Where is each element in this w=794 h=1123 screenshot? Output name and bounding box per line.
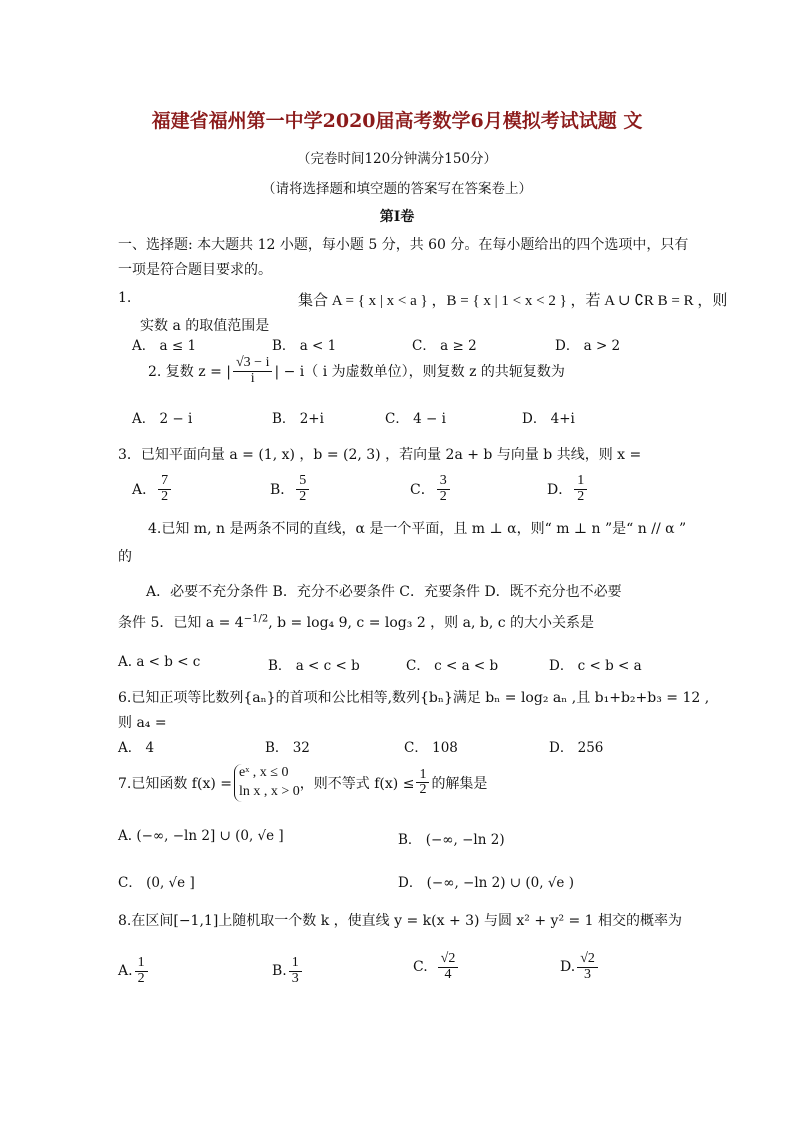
stem-mid: ，则不等式 f(x) ≤ — [299, 775, 415, 792]
fraction — [233, 356, 272, 386]
q5-option-d: D． c < b < a — [549, 658, 642, 674]
question-stem-pre: 2. 复数 z = | — [148, 364, 231, 381]
q3-option-a — [132, 474, 173, 504]
question-number: 1. — [118, 290, 132, 306]
q7-option-c: C． (0, √e ] — [118, 875, 195, 891]
option-label: D. — [560, 959, 576, 976]
numerator: 5 — [296, 474, 309, 490]
q2-option-d: D． 4+i — [522, 411, 575, 427]
fraction — [437, 474, 450, 504]
question-4-stem-cont: 的 — [118, 549, 132, 565]
question-7-stem — [118, 764, 487, 802]
denominator: i — [250, 370, 255, 386]
stem-post: 的解集是 — [431, 775, 488, 792]
fraction — [577, 952, 598, 982]
numerator: 7 — [158, 474, 171, 490]
option-label: A． — [132, 482, 157, 499]
section-heading: 第Ⅰ卷 — [379, 209, 415, 225]
question-stem-cont: 实数 a 的取值范围是 — [140, 318, 270, 334]
intro-line-2: 一项是符合题目要求的。 — [118, 262, 272, 278]
q5-option-a: A. a < b < c — [118, 654, 201, 670]
option-label: A. — [118, 963, 133, 980]
q2-option-b: B． 2+i — [272, 411, 324, 427]
fraction — [158, 474, 171, 504]
stem-rest: , b = log₄ 9, c = log₃ 2 ，则 a, b, c 的大小关系是 — [268, 615, 595, 631]
q5-option-c: C． c < a < b — [406, 658, 499, 674]
question-2 — [148, 356, 565, 386]
question-6-stem: 6.已知正项等比数列{aₙ}的首项和公比相等,数列{bₙ}满足 bₙ = log₂ aₙ ,且 b₁+b₂+b₃ = 12 , — [118, 690, 710, 706]
q6-option-b: B． 32 — [265, 740, 310, 756]
case-1: eˣ , x ≤ 0 — [239, 765, 289, 780]
numerator: 1 — [289, 956, 302, 972]
question-6-stem-cont: 则 a₄ = — [118, 715, 167, 731]
denominator: 2 — [161, 488, 169, 504]
option-c: C． a ≥ 2 — [412, 338, 477, 354]
numerator: √2 — [438, 952, 459, 968]
q6-option-d: D． 256 — [549, 740, 604, 756]
exam-time-note: （完卷时间120分钟满分150分） — [296, 151, 498, 167]
piecewise-function — [234, 764, 300, 802]
fraction — [289, 956, 302, 986]
q3-option-c — [410, 474, 452, 504]
question-stem: 集合 A = { x | x < a } ，B = { x | 1 < x < 2 } ，若 A ∪ ∁R B = R ，则 — [298, 293, 728, 309]
q8-option-d — [560, 952, 600, 982]
fraction — [416, 768, 429, 798]
q6-option-c: C． 108 — [404, 740, 458, 756]
question-stem-post: | − i（ i 为虚数单位），则复数 z 的共轭复数为 — [274, 364, 565, 381]
denominator: 2 — [577, 488, 585, 504]
denominator: 2 — [137, 970, 145, 986]
question-3-stem: 3．已知平面向量 a = (1, x) ，b = (2, 3) ，若向量 2a + b 与向量 b 共线，则 x = — [118, 447, 642, 463]
denominator: 4 — [444, 966, 452, 982]
option-label: B. — [272, 963, 287, 980]
q7-option-b: B． (−∞, −ln 2) — [398, 832, 505, 848]
denominator: 3 — [584, 966, 592, 982]
question-8-stem: 8.在区间[−1,1]上随机取一个数 k ，使直线 y = k(x + 3) 与圆 x² + y² = 1 相交的概率为 — [118, 913, 683, 929]
exponent: −1/2 — [243, 613, 269, 625]
numerator: 1 — [135, 956, 148, 972]
option-b: B． a < 1 — [272, 338, 337, 354]
q7-option-d: D． (−∞, −ln 2) ∪ (0, √e ) — [398, 875, 574, 891]
option-label: B． — [270, 482, 295, 499]
fraction — [296, 474, 309, 504]
fraction — [135, 956, 148, 986]
denominator: 3 — [291, 970, 299, 986]
numerator: 1 — [574, 474, 587, 490]
denominator: 2 — [299, 488, 307, 504]
q5-option-b: B． a < c < b — [268, 658, 360, 674]
answer-instruction: （请将选择题和填空题的答案写在答案卷上） — [262, 181, 532, 197]
option-label: C． — [410, 482, 435, 499]
q8-option-b — [272, 956, 304, 986]
option-a: A． a ≤ 1 — [132, 338, 197, 354]
intro-line-1: 一、选择题: 本大题共 12 小题，每小题 5 分，共 60 分。在每小题给出的四个选项中，只有 — [118, 237, 689, 253]
q2-option-c: C． 4 − i — [385, 411, 446, 427]
q7-option-a: A. (−∞, −ln 2] ∪ (0, √e ] — [118, 828, 284, 844]
numerator: 1 — [416, 768, 429, 784]
numerator: √3 − i — [233, 356, 272, 372]
option-label: D． — [547, 482, 573, 499]
option-label: C. — [413, 959, 428, 976]
question-4-stem: 4.已知 m, n 是两条不同的直线，α 是一个平面，且 m ⊥ α，则“ m ⊥ n ”是“ n // α ” — [148, 521, 687, 537]
question-4-options: A．必要不充分条件 B．充分不必要条件 C．充要条件 D．既不充分也不必要 — [146, 584, 622, 600]
q6-option-a: A． 4 — [118, 740, 155, 756]
denominator: 2 — [419, 782, 427, 798]
question-5-stem — [118, 612, 594, 632]
denominator: 2 — [439, 488, 447, 504]
q2-option-a: A． 2 − i — [132, 411, 193, 427]
q3-option-d — [547, 474, 589, 504]
fraction — [574, 474, 587, 504]
stem-pre: 条件 5．已知 a = 4 — [118, 615, 244, 631]
q3-option-b — [270, 474, 311, 504]
q8-option-c — [413, 952, 460, 982]
case-2: ln x , x > 0 — [239, 783, 300, 799]
fraction — [438, 952, 459, 982]
option-d: D． a > 2 — [555, 338, 621, 354]
page-title: 福建省福州第一中学2020届高考数学6月模拟考试试题 文 — [151, 110, 643, 132]
numerator: 3 — [437, 474, 450, 490]
stem-pre: 7.已知函数 f(x) = — [118, 775, 232, 792]
numerator: √2 — [577, 952, 598, 968]
q8-option-a — [118, 956, 150, 986]
